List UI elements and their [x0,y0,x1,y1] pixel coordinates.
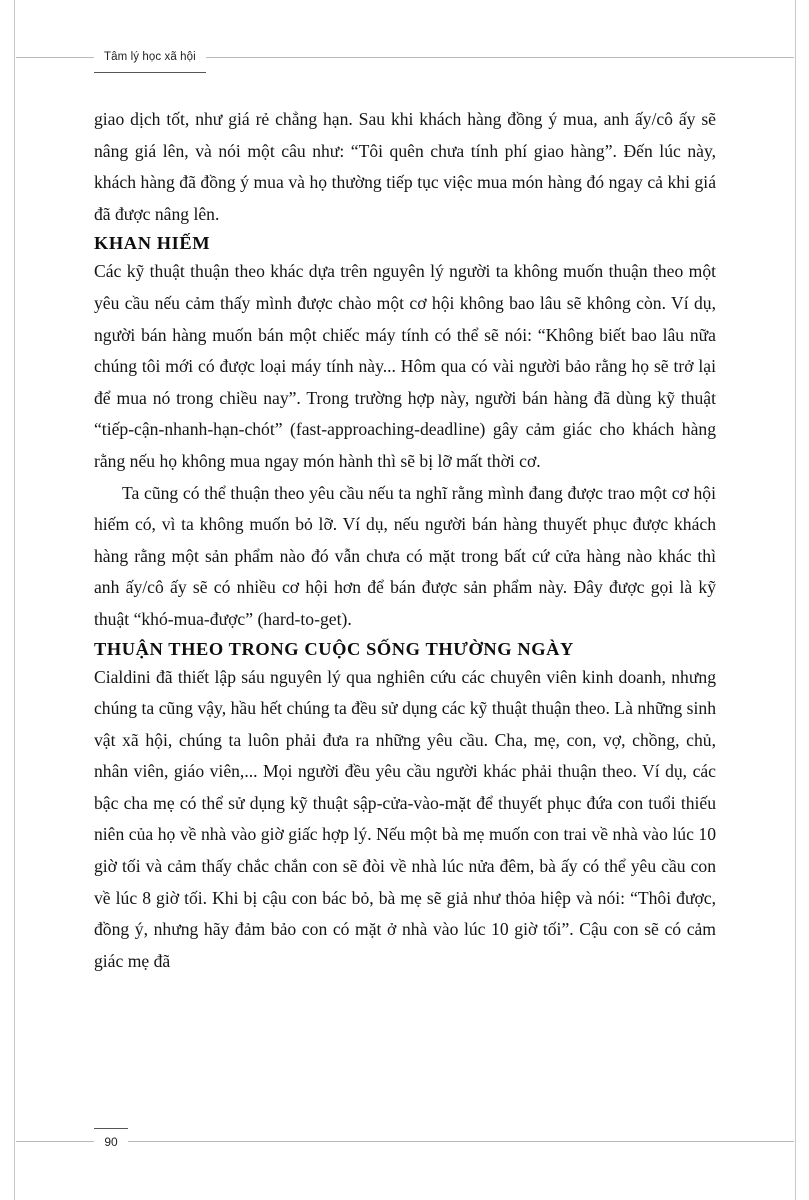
section-heading-khan-hiem: KHAN HIẾM [94,233,211,254]
page-header [0,46,809,70]
running-head: Tâm lý học xã hội [94,46,206,73]
page-content [94,104,716,977]
page-footer [0,1128,809,1154]
section-heading-thuan-theo: THUẬN THEO TRONG CUỘC SỐNG THƯỜNG NGÀY [94,638,574,659]
footer-divider [16,1141,794,1142]
page-number: 90 [94,1128,128,1156]
paragraph-everyday-1: Cialdini đã thiết lập sáu nguyên lý qua nghiên cứu các chuyên viên kinh doanh, nhưng chúng ta cũng vậy, hầu hết chúng ta đều sử dụng các kỹ thuật thuận theo. Là những sinh vật xã hội, chúng ta luôn phải đưa ra những yêu cầu. Cha, mẹ, con, vợ, chồng, chủ, nhân viên, giáo viên,... Mọi người đều yêu cầu người khác phải thuận theo. Ví dụ, các bậc cha mẹ có thể sử dụng kỹ thuật sập-cửa-vào-mặt để thuyết phục đứa con tuổi thiếu niên của họ về nhà vào giờ giấc hợp lý. Nếu một bà mẹ muốn con trai về nhà vào lúc 10 giờ tối và cảm thấy chắc chắn con sẽ đòi về nhà lúc nửa đêm, bà ấy có thể yêu cầu con về lúc 8 giờ tối. Khi bị cậu con bác bỏ, bà mẹ sẽ giả như thỏa hiệp và nói: “Thôi được, đồng ý, nhưng hãy đảm bảo con có mặt ở nhà vào lúc 10 giờ tối”. Cậu con sẽ có cảm giác mẹ đã [94,666,716,971]
paragraph-continuation: giao dịch tốt, như giá rẻ chẳng hạn. Sau khi khách hàng đồng ý mua, anh ấy/cô ấy sẽ nâng giá lên, và nói một câu như: “Tôi quên chưa tính phí giao hàng”. Đến lúc này, khách hàng đã đồng ý mua và họ thường tiếp tục việc mua món hàng đó ngay cả khi giá đã được nâng lên. [94,109,716,224]
paragraph-scarcity-1: Các kỹ thuật thuận theo khác dựa trên nguyên lý người ta không muốn thuận theo một yêu cầu nếu cảm thấy mình được chào một cơ hội không bao lâu sẽ không còn. Ví dụ, người bán hàng muốn bán một chiếc máy tính có thể sẽ nói: “Không biết bao lâu nữa chúng tôi mới có được loại máy tính này... Hôm qua có vài người bảo rằng họ sẽ trở lại để mua nó trong chiều nay”. Trong trường hợp này, người bán hàng đã dùng kỹ thuật “tiếp-cận-nhanh-hạn-chót” (fast-approaching-deadline) gây cảm giác cho khách hàng rằng nếu họ không mua ngay món hành thì sẽ bị lỡ mất thời cơ. [94,261,716,471]
paragraph-scarcity-2: Ta cũng có thể thuận theo yêu cầu nếu ta nghĩ rằng mình đang được trao một cơ hội hiếm có, vì ta không muốn bỏ lỡ. Ví dụ, nếu người bán hàng thuyết phục được khách hàng rằng một sản phẩm nào đó vẫn chưa có mặt trong bất cứ cửa hàng nào khác thì anh ấy/cô ấy sẽ có nhiều cơ hội hơn để bán được sản phẩm này. Đây được gọi là kỹ thuật “khó-mua-được” (hard-to-get). [94,482,716,629]
